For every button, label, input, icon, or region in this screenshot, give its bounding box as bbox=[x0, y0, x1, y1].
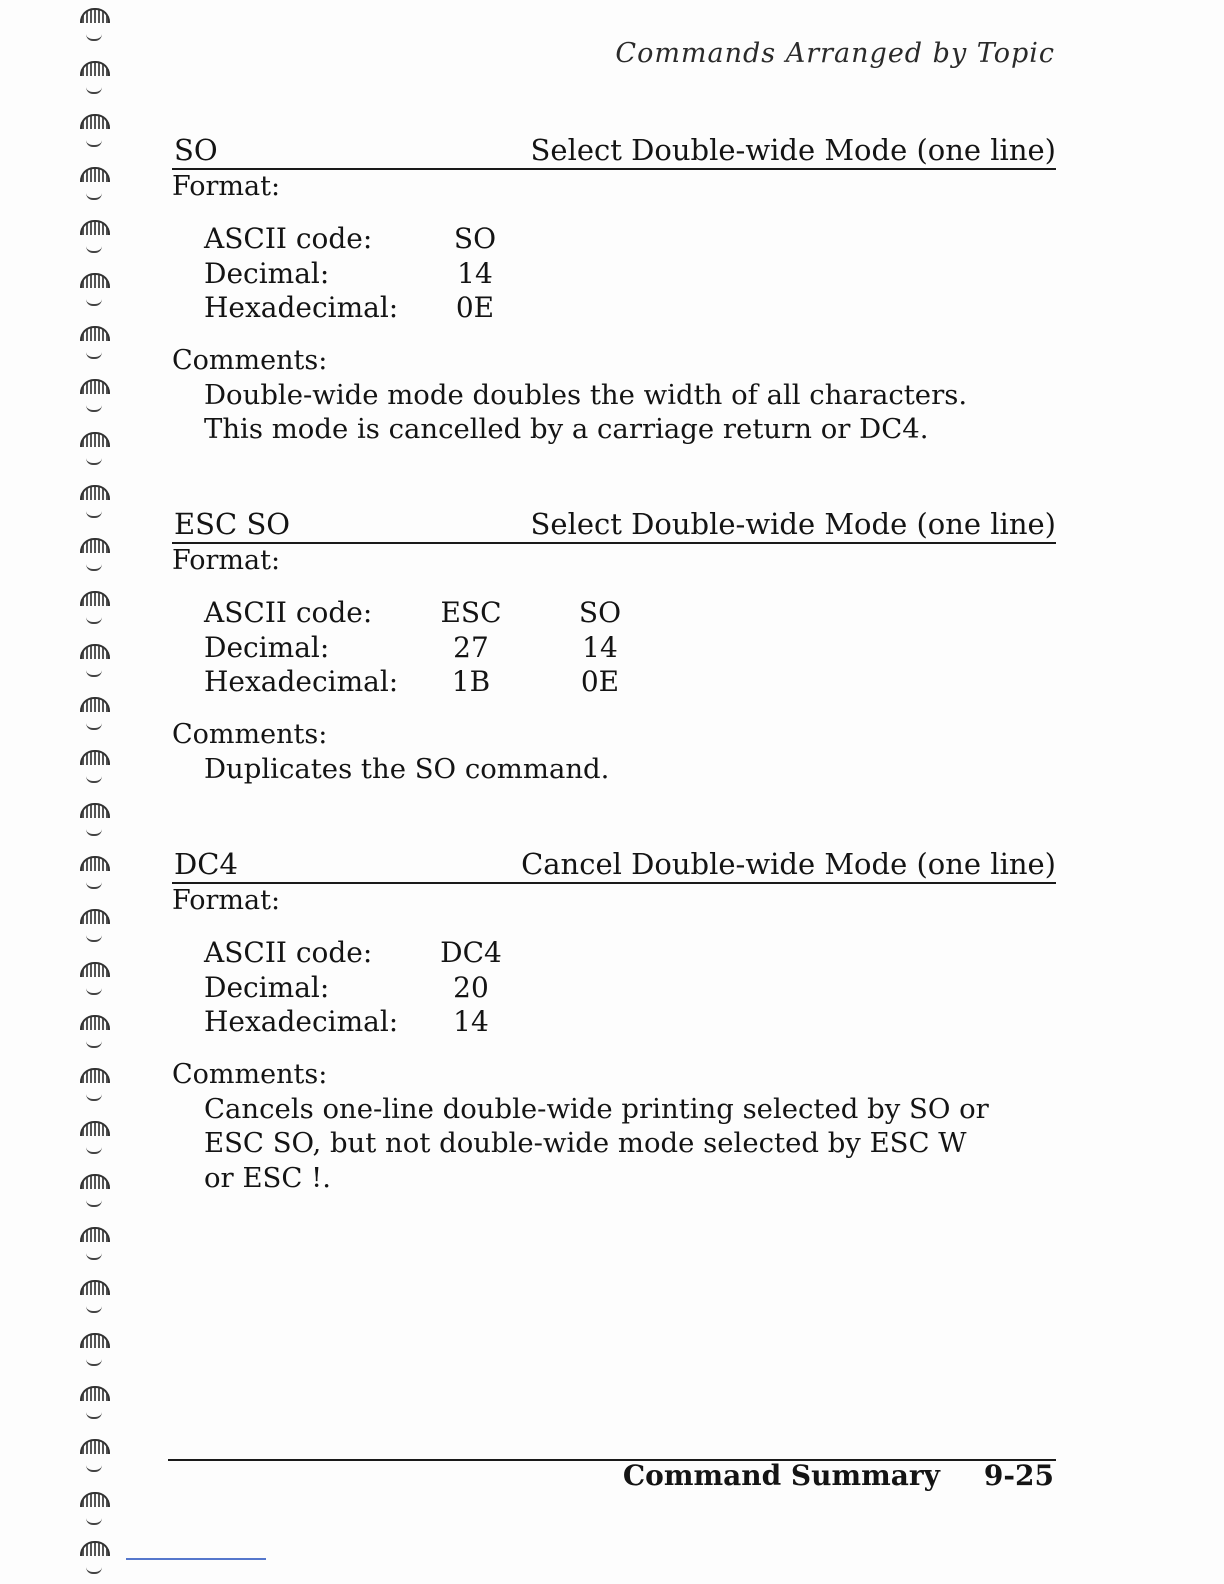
code-value: SO bbox=[578, 596, 622, 629]
command-code: DC4 bbox=[174, 847, 238, 881]
binding-ring-icon bbox=[78, 1433, 108, 1477]
binding-ring-icon bbox=[78, 2, 108, 46]
section-header bbox=[172, 506, 1056, 544]
format-label: Format: bbox=[172, 171, 281, 202]
comment-text: Double-wide mode doubles the width of all characters. This mode is cancelled by a carriage return or DC4. bbox=[204, 378, 968, 445]
code-row bbox=[204, 222, 1056, 257]
binding-ring-icon bbox=[78, 161, 108, 205]
comments-label: Comments: bbox=[172, 718, 328, 750]
code-table bbox=[204, 596, 1056, 700]
binding-ring-icon bbox=[78, 638, 108, 682]
command-title: Cancel Double-wide Mode (one line) bbox=[521, 847, 1056, 881]
command-section-so bbox=[172, 132, 1056, 447]
binding-ring-icon bbox=[78, 1115, 108, 1159]
code-value: ESC bbox=[440, 596, 502, 629]
code-value: DC4 bbox=[440, 936, 502, 969]
row-label: Hexadecimal: bbox=[204, 1005, 399, 1038]
binding-ring-icon bbox=[78, 1221, 108, 1265]
row-label: ASCII code: bbox=[204, 222, 373, 255]
section-header bbox=[172, 132, 1056, 170]
binding-ring-icon bbox=[78, 903, 108, 947]
binding-ring-icon bbox=[78, 956, 108, 1000]
code-value: 14 bbox=[582, 630, 618, 664]
code-row bbox=[204, 291, 1056, 326]
code-row bbox=[204, 971, 1056, 1006]
binding-ring-icon bbox=[78, 108, 108, 152]
code-value: 14 bbox=[457, 256, 493, 290]
code-value: 0E bbox=[580, 665, 620, 698]
comment-text: Cancels one-line double-wide printing selected by SO or ESC SO, but not double-wide mode selected by ESC W or ESC !. bbox=[204, 1092, 989, 1194]
binding-ring-icon bbox=[78, 744, 108, 788]
code-row bbox=[204, 596, 1056, 631]
row-label: Hexadecimal: bbox=[204, 291, 399, 324]
code-value: 0E bbox=[455, 291, 495, 324]
comment-text: Duplicates the SO command. bbox=[204, 752, 610, 785]
binding-ring-icon bbox=[78, 585, 108, 629]
code-table bbox=[204, 222, 1056, 326]
code-table bbox=[204, 936, 1056, 1040]
code-row bbox=[204, 1005, 1056, 1040]
code-value: 20 bbox=[453, 970, 489, 1004]
command-code: SO bbox=[174, 133, 218, 167]
code-row bbox=[204, 631, 1056, 666]
command-section-esc-so bbox=[172, 506, 1056, 786]
binding-ring-icon bbox=[78, 691, 108, 735]
row-label: Decimal: bbox=[204, 970, 330, 1004]
binding-ring-icon bbox=[78, 1380, 108, 1424]
command-title: Select Double-wide Mode (one line) bbox=[530, 133, 1056, 167]
code-value: 1B bbox=[451, 665, 491, 698]
code-row bbox=[204, 936, 1056, 971]
footer-title: Command Summary bbox=[622, 1459, 940, 1492]
command-section-dc4 bbox=[172, 846, 1056, 1195]
binding-ring-icon bbox=[78, 1486, 108, 1530]
row-label: ASCII code: bbox=[204, 936, 373, 969]
binding-ring-icon bbox=[78, 1062, 108, 1106]
row-label: Hexadecimal: bbox=[204, 665, 399, 698]
stray-rule bbox=[126, 1558, 266, 1560]
page-number: 9-25 bbox=[983, 1459, 1054, 1492]
binding-ring-icon bbox=[78, 55, 108, 99]
binding-ring-icon bbox=[78, 532, 108, 576]
binding-ring-icon bbox=[78, 267, 108, 311]
row-label: Decimal: bbox=[204, 256, 330, 290]
section-header bbox=[172, 846, 1056, 884]
binding-ring-icon bbox=[78, 1327, 108, 1371]
code-value: 14 bbox=[453, 1005, 489, 1038]
binding-ring-icon bbox=[78, 1168, 108, 1212]
binding-ring-icon bbox=[78, 797, 108, 841]
code-value: 27 bbox=[453, 630, 489, 664]
binding-ring-icon bbox=[78, 1274, 108, 1318]
command-code: ESC SO bbox=[174, 507, 291, 541]
binding-ring-icon bbox=[78, 479, 108, 523]
binding-ring-icon bbox=[78, 850, 108, 894]
binding-ring-icon bbox=[78, 1535, 108, 1579]
code-value: SO bbox=[453, 222, 497, 255]
binding-ring-icon bbox=[78, 320, 108, 364]
row-label: ASCII code: bbox=[204, 596, 373, 629]
format-label: Format: bbox=[172, 885, 281, 916]
spiral-binding bbox=[70, 0, 120, 1584]
code-row bbox=[204, 257, 1056, 292]
row-label: Decimal: bbox=[204, 630, 330, 664]
binding-ring-icon bbox=[78, 1009, 108, 1053]
comments-label: Comments: bbox=[172, 344, 328, 376]
running-head: Commands Arranged by Topic bbox=[615, 38, 1055, 69]
binding-ring-icon bbox=[78, 373, 108, 417]
binding-ring-icon bbox=[78, 426, 108, 470]
binding-ring-icon bbox=[78, 214, 108, 258]
format-label: Format: bbox=[172, 545, 281, 576]
command-title: Select Double-wide Mode (one line) bbox=[530, 507, 1056, 541]
page-footer bbox=[600, 1458, 1054, 1494]
comments-label: Comments: bbox=[172, 1058, 328, 1090]
code-row bbox=[204, 665, 1056, 700]
